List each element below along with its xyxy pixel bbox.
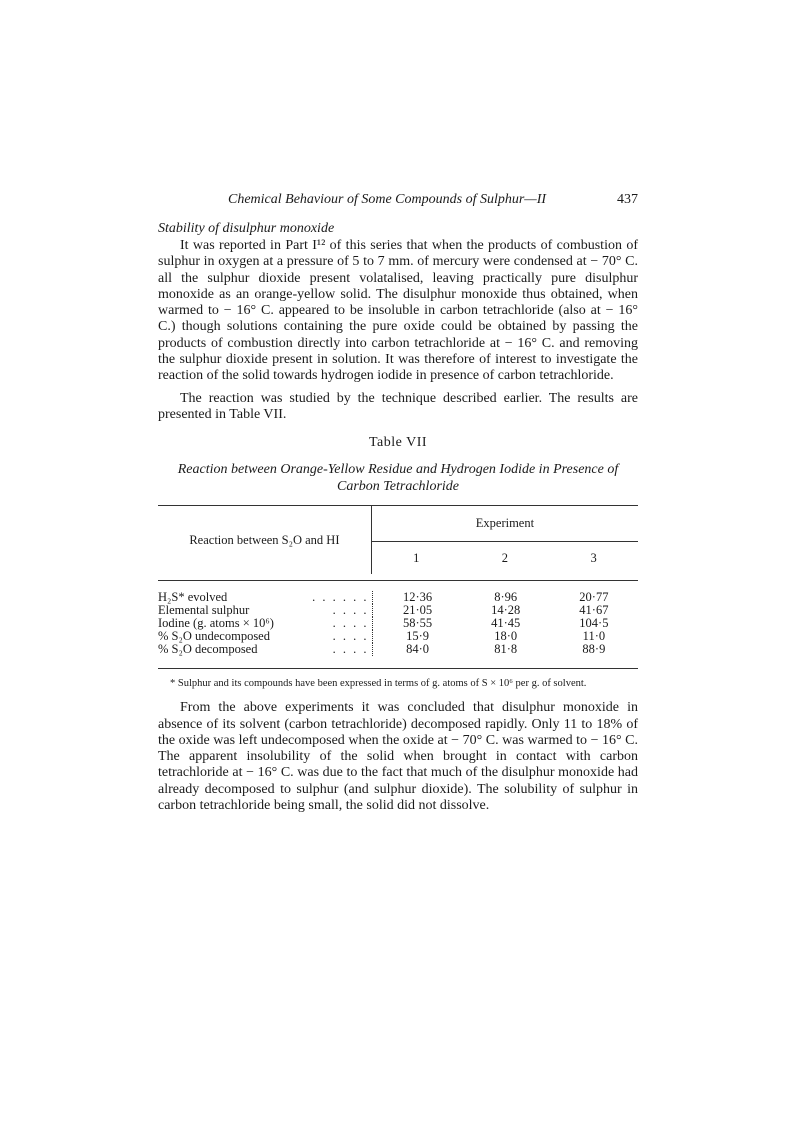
cell: 15·9	[406, 629, 429, 644]
cell: 8·96	[494, 590, 518, 605]
table-row	[158, 643, 638, 656]
cell: 41·45	[491, 616, 521, 631]
row-label-text: Iodine (g. atoms × 10⁶)	[158, 616, 274, 631]
leader-dots: . . . . . .	[312, 590, 369, 605]
row-header: Reaction between S₂O and HI	[158, 506, 371, 575]
leader-dots: . . . .	[332, 642, 369, 657]
table-header	[158, 505, 638, 574]
table-body	[158, 591, 638, 656]
table-caption	[158, 461, 638, 495]
paragraph-1: It was reported in Part I¹² of this series that when the products of combustion of sulphur in oxygen at a pressure of 5 to 7 mm. of mercury were condensed at − 70° C. all the sulphur dioxide present volatalised, leaving practically pure disulphur monoxide as an orange-yellow solid. The disulphur monoxide thus obtained, when warmed to − 16° C. appeared to be insoluble in carbon tetrachloride (also at − 16° C.) though solutions containing the pure oxide could be obtained by passing the products of combustion directly into carbon tetrachloride at − 16° C. and removing the sulphur dioxide present in solution. It was therefore of interest to investigate the reaction of the solid towards hydrogen iodide in presence of carbon tetrachloride.	[158, 238, 638, 384]
data-table	[158, 505, 638, 669]
conclusion-paragraph: From the above experiments it was concluded that disulphur monoxide in absence of its solvent (carbon tetrachloride) decomposed rapidly. Only 11 to 18% of the oxide was left undecomposed when the oxide at − 70° C. was warmed to − 16° C. The apparent insolubility of the solid when brought in contact with carbon tetrachloride at − 16° C. was due to the fact that much of the disulphur monoxide had already decomposed to sulphur (and sulphur dioxide). The solubility of sulphur in carbon tetrachloride being small, the solid did not dissolve.	[158, 700, 638, 814]
row-label-text: H₂S* evolved	[158, 590, 228, 605]
table-caption-line-2: Carbon Tetrachloride	[337, 479, 459, 495]
row-label-text: % S₂O decomposed	[158, 642, 258, 657]
column-header-2: 2	[501, 550, 509, 565]
row-label-text: % S₂O undecomposed	[158, 629, 270, 644]
table-label: Table VII	[368, 435, 428, 451]
cell: 58·55	[402, 616, 433, 631]
row-label-text: Elemental sulphur	[158, 603, 250, 618]
page	[158, 192, 638, 814]
page-number: 437	[617, 192, 638, 207]
cell: 84·0	[406, 642, 429, 657]
section-heading: Stability of disulphur monoxide	[158, 221, 335, 236]
leader-dots: . . . .	[332, 603, 369, 618]
cell: 14·28	[491, 603, 521, 618]
cell: 88·9	[582, 642, 606, 657]
table-caption-line-1: Reaction between Orange-Yellow Residue and Hydrogen Iodide in Presence of	[177, 462, 619, 478]
cell: 11·0	[582, 629, 606, 644]
running-head-title: Chemical Behaviour of Some Compounds of Sulphur—II	[228, 192, 547, 207]
cell: 18·0	[494, 629, 518, 644]
cell: 20·77	[579, 590, 609, 605]
table-footnote: * Sulphur and its compounds have been expressed in terms of g. atoms of S × 10⁶ per g. of solvent.	[170, 678, 587, 690]
cell: 104·5	[579, 616, 609, 631]
cell: 41·67	[579, 603, 609, 618]
column-header-3: 3	[590, 550, 597, 565]
paragraph-2: The reaction was studied by the technique described earlier. The results are presented in Table VII.	[158, 390, 638, 422]
cell: 21·05	[402, 603, 433, 618]
column-header-1: 1	[413, 550, 420, 565]
header-rule	[158, 580, 638, 581]
cell: 81·8	[494, 642, 518, 657]
leader-dots: . . . .	[332, 629, 369, 644]
group-header: Experiment	[371, 506, 638, 542]
cell: 12·36	[402, 590, 433, 605]
leader-dots: . . . .	[332, 616, 369, 631]
row-label	[158, 643, 373, 656]
table-bottom-rule	[158, 668, 638, 669]
running-head	[158, 192, 638, 214]
